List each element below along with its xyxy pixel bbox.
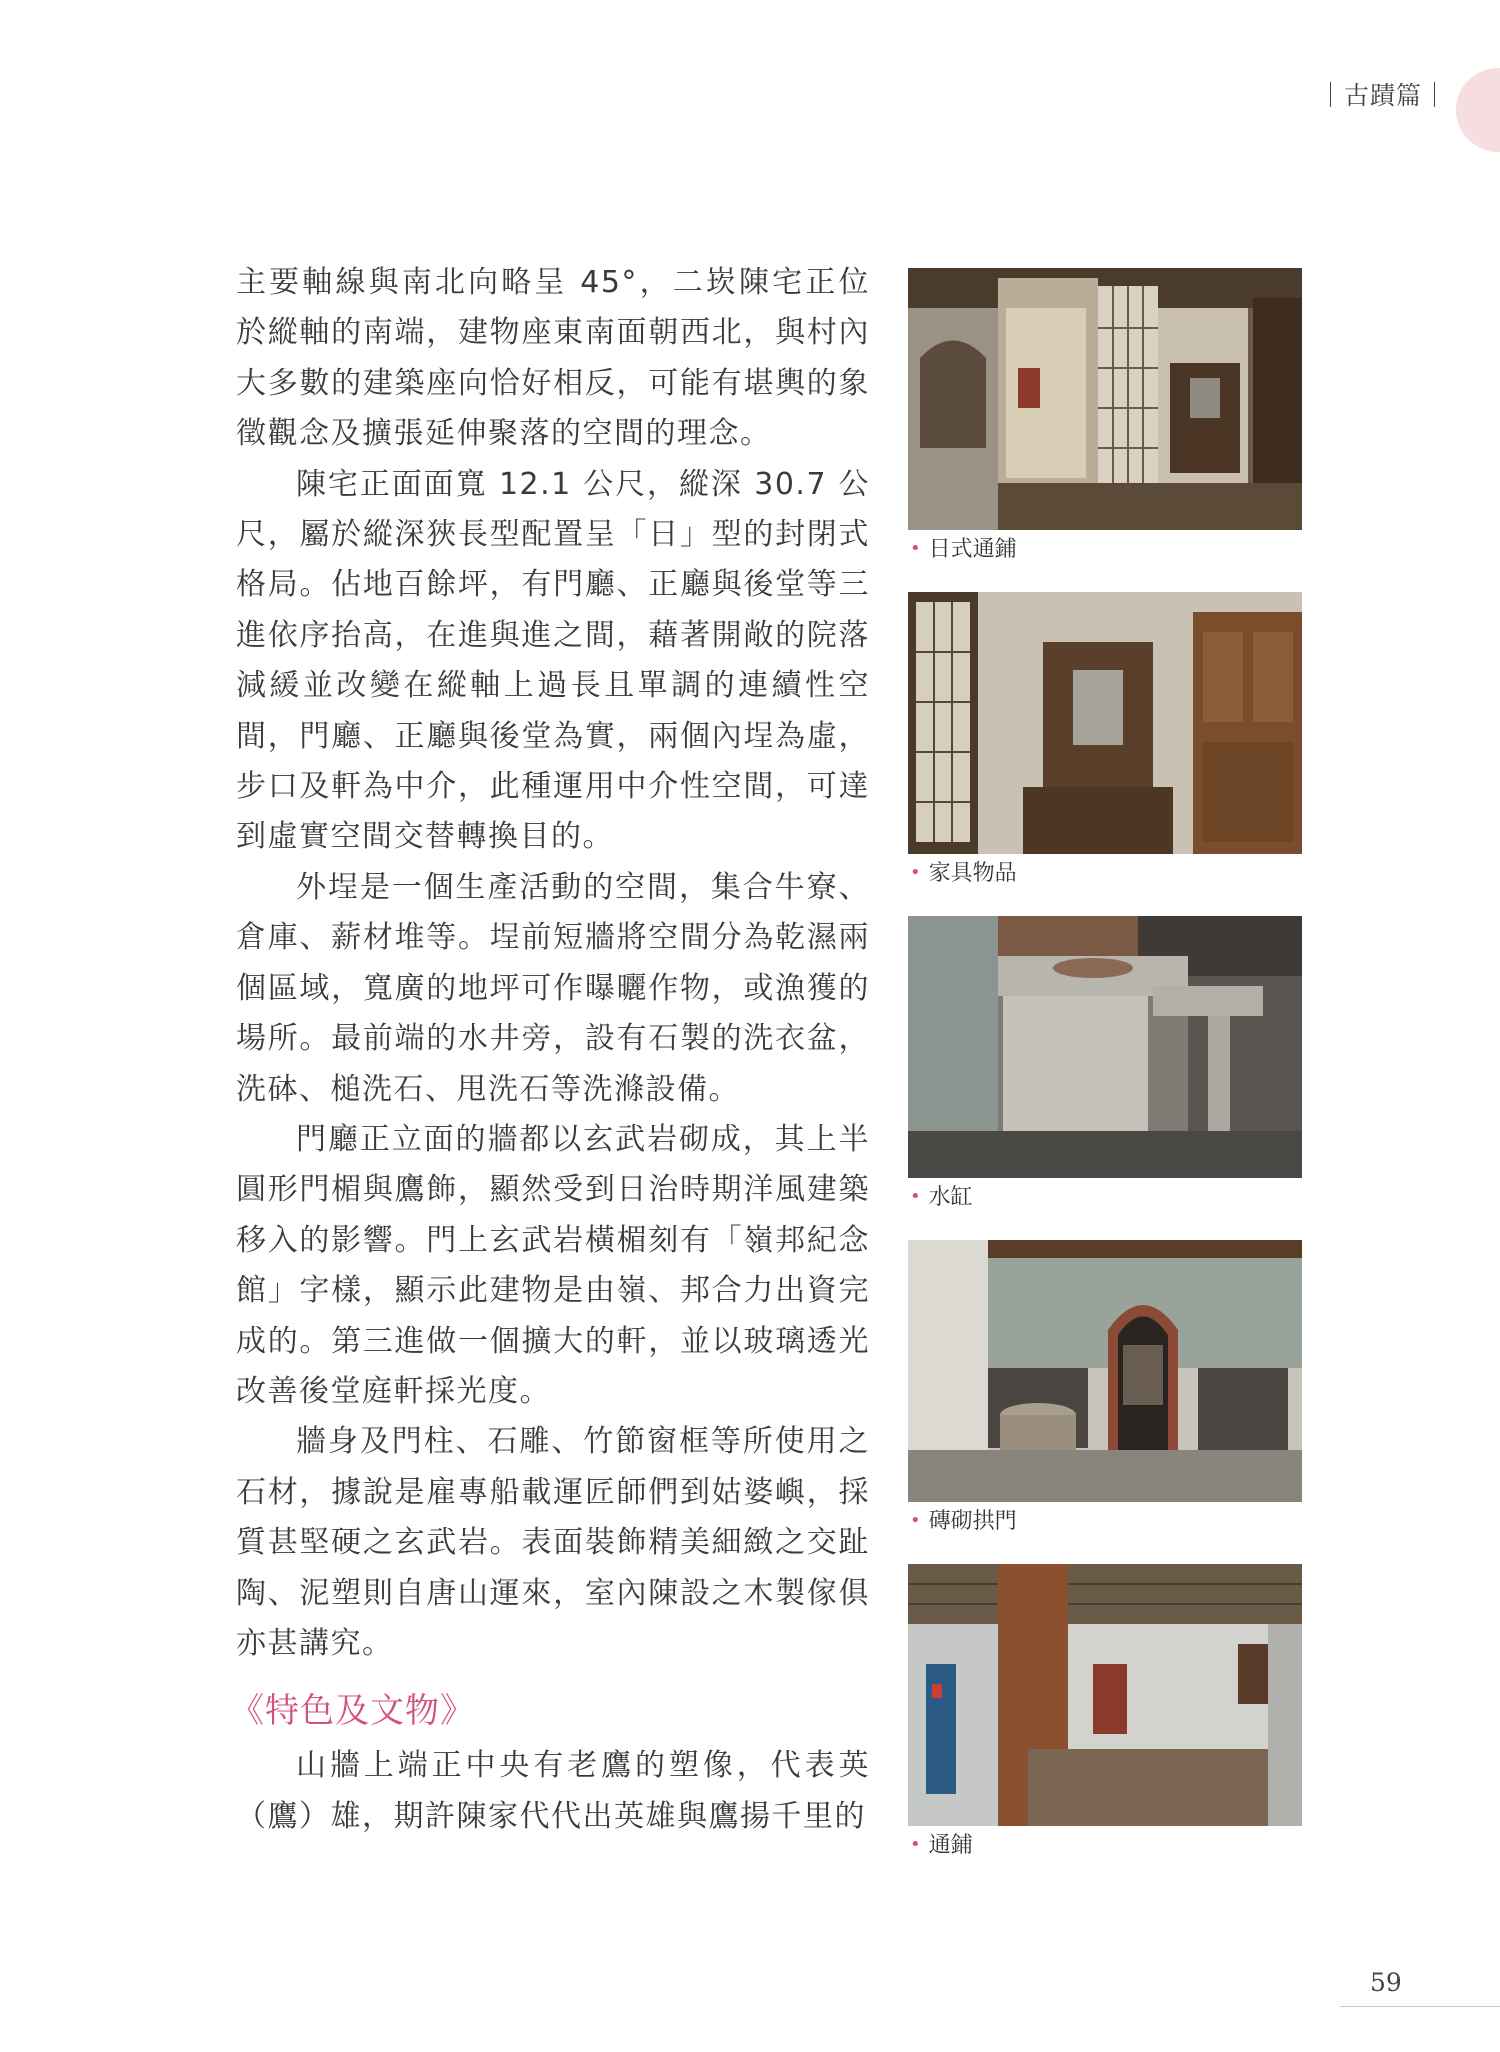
section-heading: 《特色及文物》 (230, 1691, 475, 1732)
photo-block (908, 268, 1302, 565)
photo-caption (908, 1182, 1302, 1213)
photo-caption (908, 858, 1302, 889)
photo-caption (908, 1506, 1302, 1537)
photo-caption (908, 534, 1302, 565)
header-decoration-circle (1456, 68, 1500, 152)
caption-text: 家具物品 (928, 861, 1017, 886)
bullet-icon: • (910, 538, 921, 559)
paragraph: 門廳正立面的牆都以玄武岩砌成，其上半圓形門楣與鷹飾，顯然受到日治時期洋風建築移入的影響。門上玄武岩橫楣刻有「嶺邦紀念館」字樣，顯示此建物是由嶺、邦合力出資完成的。第三進做一個擴大的軒，並以玻璃透光改善後堂庭軒採光度。 (236, 1121, 870, 1409)
article-body (230, 258, 870, 1842)
caption-text: 水缸 (928, 1185, 973, 1210)
photo-block (908, 916, 1302, 1213)
caption-text: 磚砌拱門 (928, 1509, 1017, 1534)
photo-block (908, 1240, 1302, 1537)
caption-text: 日式通鋪 (928, 537, 1017, 562)
caption-text: 通鋪 (928, 1833, 973, 1858)
footer-divider (1340, 2006, 1500, 2007)
paragraph: 外埕是一個生產活動的空間，集合牛寮、倉庫、薪材堆等。埕前短牆將空間分為乾濕兩個區域，寬廣的地坪可作曝曬作物，或漁獲的場所。最前端的水井旁，設有石製的洗衣盆，洗砵、槌洗石、甩洗石等洗滌設備。 (236, 869, 870, 1107)
photo-japanese-room (908, 268, 1302, 530)
bullet-icon: • (910, 1186, 921, 1207)
paragraph: 牆身及門柱、石雕、竹節窗框等所使用之石材，據說是雇專船載運匠師們到姑婆嶼，採質甚堅硬之玄武岩。表面裝飾精美細緻之交趾陶、泥塑則自唐山運來，室內陳設之木製傢俱亦甚講究。 (236, 1424, 870, 1661)
page-number: 59 (1370, 1968, 1402, 1997)
bullet-icon: • (910, 862, 921, 883)
photo-block (908, 1564, 1302, 1861)
paragraph: 陳宅正面面寬 12.1 公尺，縱深 30.7 公尺，屬於縱深狹長型配置呈「日」型的封閉式格局。佔地百餘坪，有門廳、正廳與後堂等三進依序抬高，在進與進之間，藉著開敞的院落減緩並改變在縱軸上過長且單調的連續性空間，門廳、正廳與後堂為實，兩個內埕為虛，步口及軒為中介，此種運用中介性空間，可達到虛實空間交替轉換目的。 (236, 466, 870, 855)
paragraph: 山牆上端正中央有老鷹的塑像，代表英（鷹）雄，期許陳家代代出英雄與鷹揚千里的 (236, 1748, 870, 1834)
photo-furniture (908, 592, 1302, 854)
photo-block (908, 592, 1302, 889)
paragraph: 主要軸線與南北向略呈 45°，二崁陳宅正位於縱軸的南端，建物座東南面朝西北，與村內大多數的建築座向恰好相反，可能有堪輿的象徵觀念及擴張延伸聚落的空間的理念。 (236, 265, 870, 452)
section-label: ｜古蹟篇｜ (1317, 81, 1448, 110)
photo-brick-arch (908, 1240, 1302, 1502)
bullet-icon: • (910, 1510, 921, 1531)
photo-sleeping-platform (908, 1564, 1302, 1826)
photo-water-tank (908, 916, 1302, 1178)
photo-caption (908, 1830, 1302, 1861)
bullet-icon: • (910, 1834, 921, 1855)
